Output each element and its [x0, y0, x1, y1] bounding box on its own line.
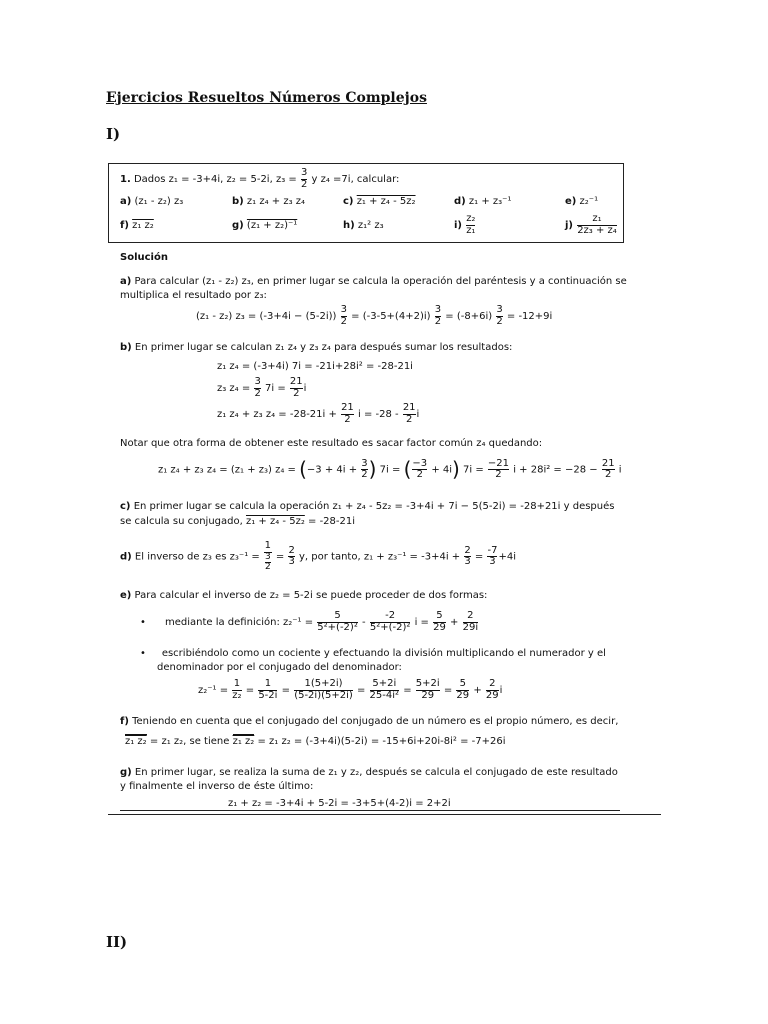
item-f: f) z₁ z₂: [120, 220, 154, 231]
e-equation: z₂⁻¹ = $\frac{1}{\text{z₂}}$ = $\frac{1}{5-2i}$ = $\frac{1(5+2i)}{(5-2i)(5+2i)}$ = $\frac{5+2i}{\text{25-4i²}}$ = $\frac{5+2i}{29}$ = $\frac{5}{29}$ + $\frac{2}{29}$ i: [198, 678, 503, 701]
e-bullet-2: • escribiéndolo como un cociente y efectuando la división multiplicando el numerador y el: [140, 648, 606, 659]
f-text-2: z₁ z₂ = z₁ z₂, se tiene z₁ z₂ = z₁ z₂ = (-3+4i)(5-2i) = -15+6i+20i-8i² = -7+26i: [125, 736, 506, 747]
b-eq-4: z₁ z₄ + z₃ z₄ = (z₁ + z₃) z₄ = (−3 + 4i + $\frac{3}{2}$ ) 7i = ( $\frac{-3}{2}$ + 4i) 7i = $\frac{-21}{2}$ i + 28i² = −28 − $\frac{21}{2}$ i: [158, 457, 622, 481]
d-text: d) El inverso de z₃ es z₃⁻¹ = $\frac{1}{\frac{3}{2}}$ = $\frac{2}{3}$ y, por tanto, z₁ + z₃⁻¹ = -3+4i + $\frac{2}{3}$ = $\frac{-7}{3}$ +4i: [120, 540, 516, 572]
c-text-1: c) En primer lugar se calcula la operación z₁ + z₄ - 5z₂ = -3+4i + 7i − 5(5-2i) = -28+21i y después: [120, 501, 615, 512]
f-text-1: f) Teniendo en cuenta que el conjugado del conjugado de un número es el propio número, es decir,: [120, 716, 619, 727]
item-j: j) $\frac{\text{z₁}}{\text{2z₃ + z₄}}$: [565, 213, 617, 236]
problem-statement: [120, 168, 399, 190]
statement-end: y z₄ =7i, calcular:: [311, 174, 400, 185]
item-g: g) (z₁ + z₂)⁻¹: [232, 220, 298, 231]
b-note: Notar que otra forma de obtener este resultado es sacar factor común z₄ quedando:: [120, 438, 543, 449]
item-a: a) (z₁ - z₂) z₃: [120, 196, 184, 207]
a-text-1: a) Para calcular (z₁ - z₂) z₃, en primer lugar se calcula la operación del paréntesis y a continuación se: [120, 276, 627, 287]
divider-line-2: [108, 814, 661, 815]
b-text: b) En primer lugar se calculan z₁ z₄ y z₃ z₄ para después sumar los resultados:: [120, 342, 513, 353]
item-h: h) z₁² z₃: [343, 220, 384, 231]
g-equation: z₁ + z₂ = -3+4i + 5-2i = -3+5+(4-2)i = 2+2i: [228, 798, 451, 809]
z3-fraction: $\frac{3}{2}$: [300, 167, 308, 190]
b-eq-3: z₁ z₄ + z₃ z₄ = -28-21i + $\frac{21}{2}$ i = -28 - $\frac{21}{2}$ i: [217, 402, 420, 425]
solution-heading: Solución: [120, 252, 168, 263]
divider-line: [120, 810, 620, 811]
section-two-heading: II): [106, 933, 128, 951]
problem-number: 1.: [120, 174, 131, 185]
a-equation: (z₁ - z₂) z₃ = (-3+4i − (5-2i)) $\frac{3}{2}$ = (-3-5+(4+2)i) $\frac{3}{2}$ = (-8+6i) $\frac{3}{2}$ = -12+9i: [196, 304, 553, 327]
b-eq-2: z₃ z₄ = $\frac{3}{2}$ 7i = $\frac{21}{2}$ i: [217, 376, 307, 399]
item-e: e) z₂⁻¹: [565, 196, 599, 207]
item-b: b) z₁ z₄ + z₃ z₄: [232, 196, 306, 207]
e-text: e) Para calcular el inverso de z₂ = 5-2i se puede proceder de dos formas:: [120, 590, 488, 601]
statement-start: Dados z₁ = -3+4i, z₂ = 5-2i, z₃ =: [133, 174, 297, 185]
section-one-heading: I): [106, 125, 121, 143]
a-text-2: multiplica el resultado por z₃:: [120, 290, 267, 301]
e-bullet-2-cont: denominador por el conjugado del denominador:: [157, 662, 402, 673]
item-c: c) z₁ + z₄ - 5z₂: [343, 196, 416, 207]
bullet-icon: •: [140, 648, 146, 659]
b-eq-1: z₁ z₄ = (-3+4i) 7i = -21i+28i² = -28-21i: [217, 361, 413, 372]
bullet-icon: •: [140, 617, 146, 628]
item-i: i) $\frac{\text{z₂}}{\text{z₁}}$: [454, 213, 476, 236]
e-bullet-1: • mediante la definición: z₂⁻¹ = $\frac{5}{\text{5²+(-2)²}}$ - $\frac{-2}{\text{5²+(-2)²}}$ i = $\frac{5}{29}$ + $\frac{2}{29i}$: [140, 610, 479, 633]
page-title: Ejercicios Resueltos Números Complejos: [106, 90, 427, 106]
c-text-2: se calcula su conjugado, z₁ + z₄ - 5z₂ = -28-21i: [120, 516, 356, 527]
g-text-1: g) En primer lugar, se realiza la suma de z₁ y z₂, después se calcula el conjugado de este resultado: [120, 767, 618, 778]
item-d: d) z₁ + z₃⁻¹: [454, 196, 512, 207]
g-text-2: y finalmente el inverso de éste último:: [120, 781, 314, 792]
